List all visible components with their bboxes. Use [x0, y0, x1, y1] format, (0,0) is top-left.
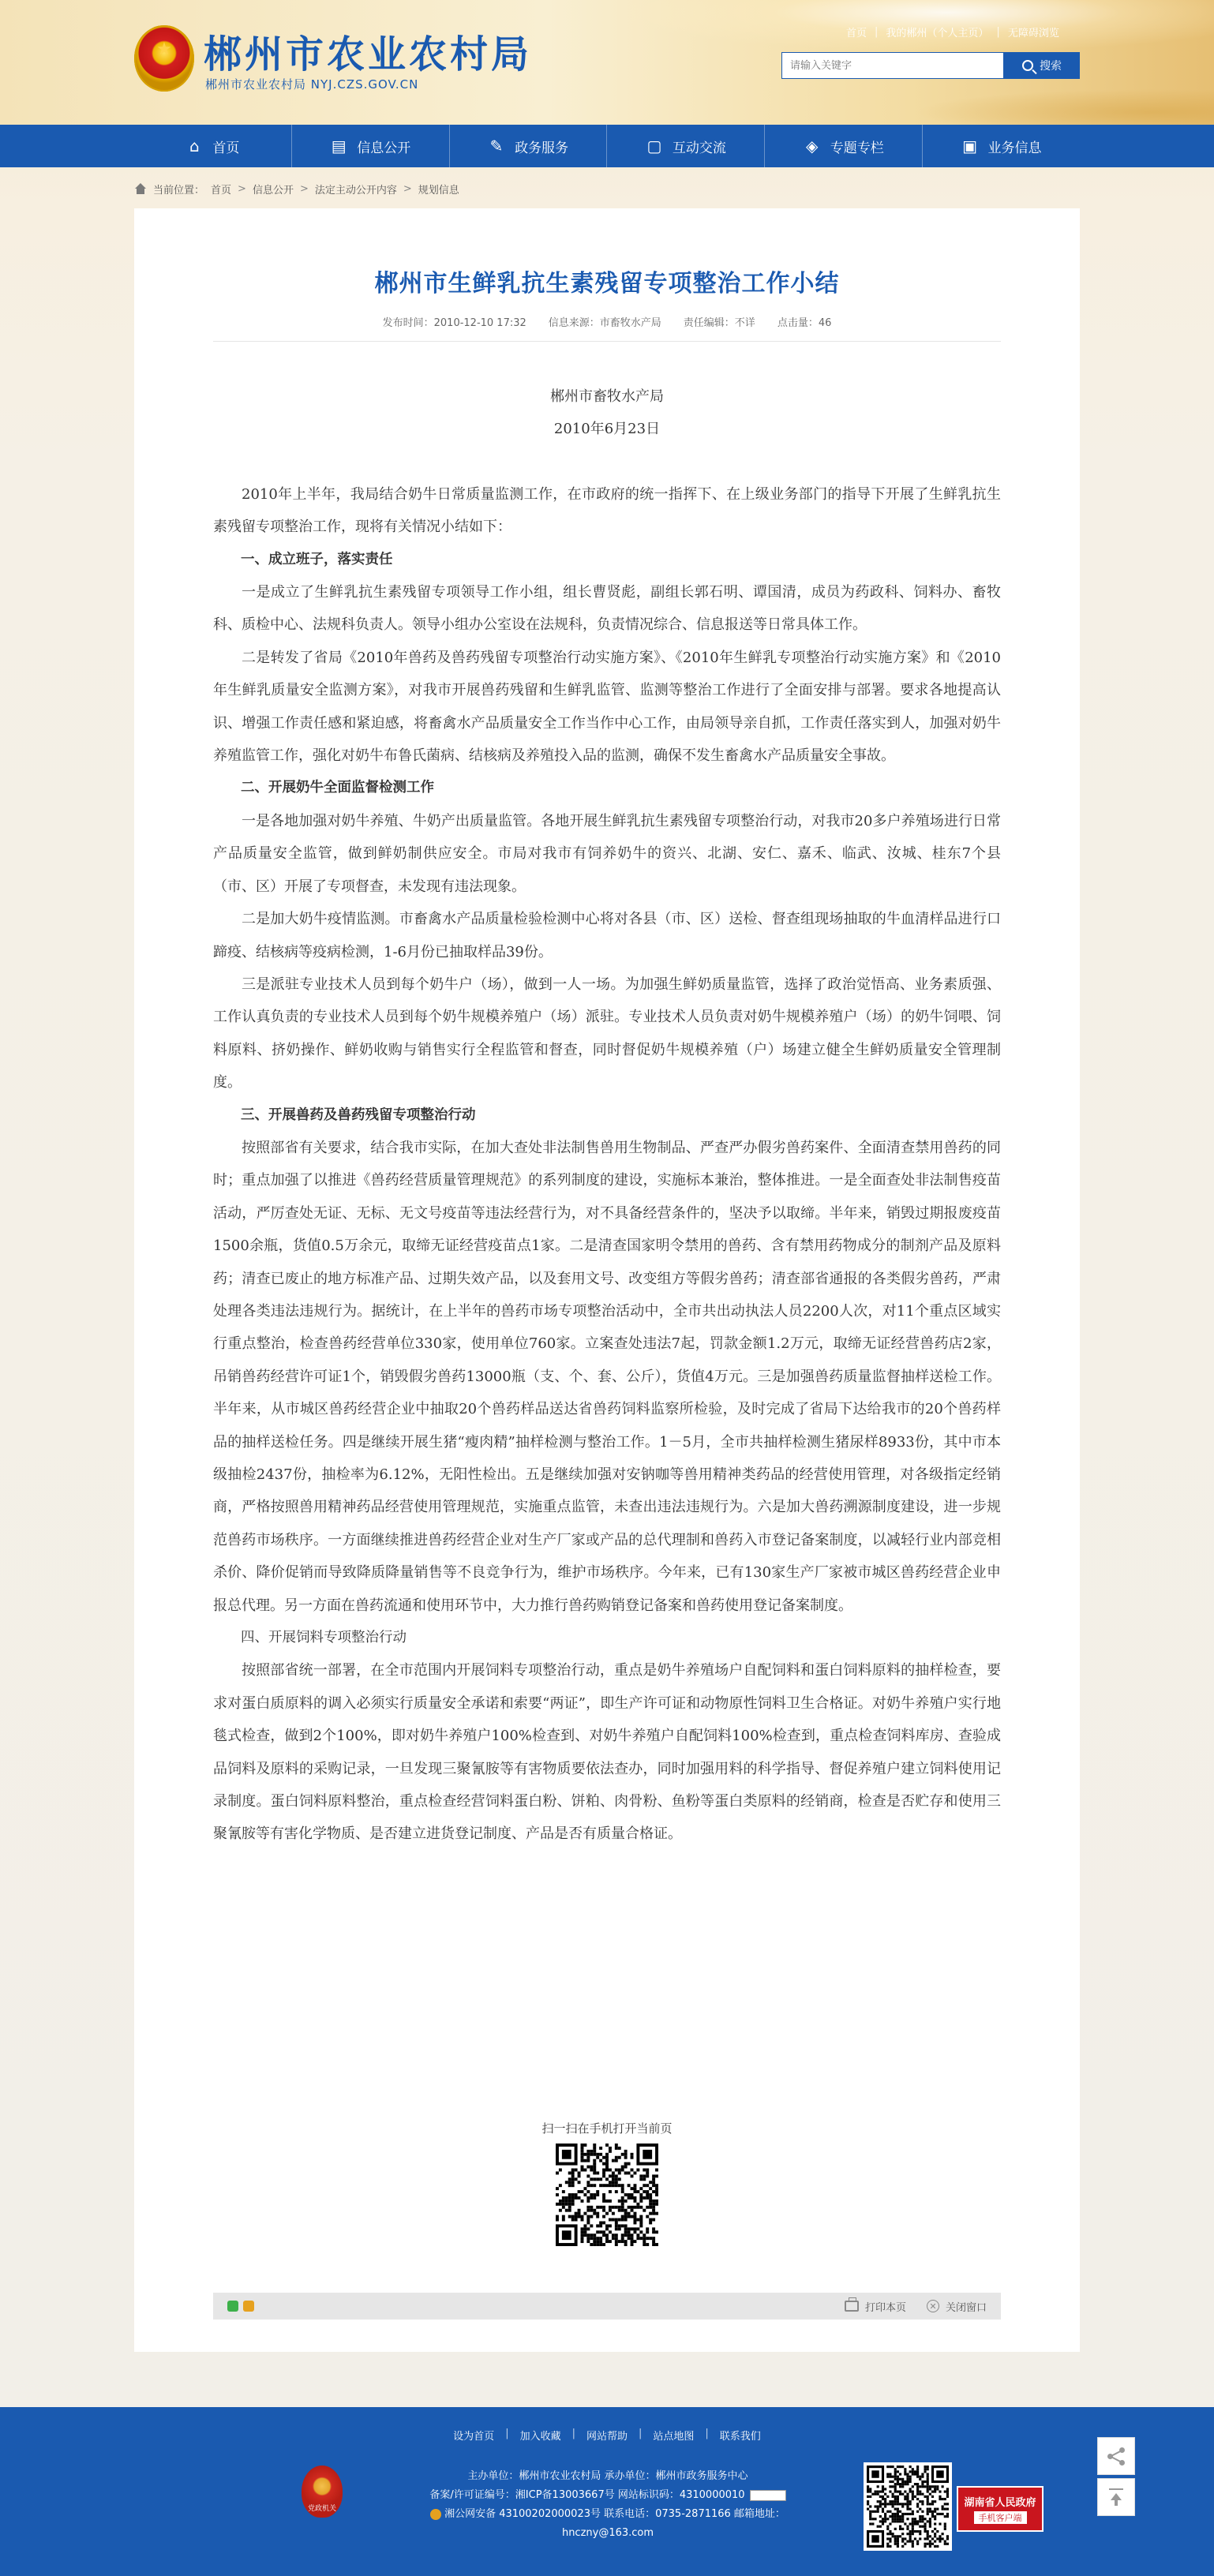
home-icon: ⌂ — [189, 137, 200, 155]
footer-link-sitemap[interactable]: 站点地图 — [653, 2431, 695, 2443]
wechat-share-icon[interactable] — [227, 2301, 238, 2312]
print-button[interactable] — [845, 2299, 906, 2314]
nav-item-label: 信息公开 — [357, 140, 411, 156]
breadcrumb-prefix: 当前位置： — [153, 184, 205, 197]
article-body — [213, 380, 1001, 1851]
breadcrumb — [134, 180, 459, 197]
separator: | — [875, 25, 879, 38]
back-to-top-icon — [1107, 2488, 1126, 2507]
site-title[interactable]: 郴州市农业农村局 — [204, 32, 533, 77]
home-icon — [134, 183, 147, 194]
badge-text: 党政机关 — [307, 2505, 336, 2513]
breadcrumb-separator: > — [403, 182, 412, 195]
article-paragraph: 二是加大奶牛疫情监测。市畜禽水产品质量检验检测中心将对各县（市、区）送检、督查组现场抽取的牛血清样品进行口蹄疫、结核病等疫病检测，1-6月份已抽取样品39份。 — [213, 911, 1001, 960]
print-label: 打印本页 — [864, 2301, 906, 2314]
top-link-my-page[interactable]: 我的郴州（个人主页） — [886, 27, 989, 39]
section-heading: 一、成立班子，落实责任 — [241, 551, 393, 567]
section-heading: 四、开展饲料专项整治行动 — [241, 1630, 407, 1646]
article-paragraph: 按照部省统一部署，在全市范围内开展饲料专项整治行动，重点是奶牛养殖场户自配饲料和蛋白饲料原料的抽样检查，要求对蛋白质原料的调入必须实行质量安全承诺和索要“两证”，即生产许可证和动物原性饲料卫生合格证。对奶牛养殖户实行地毯式检查，做到2个100%，即对奶牛养殖户100%检查到、对奶牛养殖户自配饲料100%检查到，重点检查饲料库房、查验成品饲料及原料的采购记录，一旦发现三聚氰胺等有害物质要依法查办，同时加强用料的科学指导、督促养殖户建立饲料使用记录制度。蛋白饲料原料整治，重点检查经营饲料蛋白粉、饼粕、肉骨粉、鱼粉等蛋白类原料的经销商，检查是否贮存和使用三聚氰胺等有害化学物质、是否建立进货登记制度、产品是否有质量合格证。 — [213, 1662, 1001, 1843]
breadcrumb-item-planning[interactable]: 规划信息 — [418, 184, 459, 197]
article-toolbar — [213, 2293, 1001, 2320]
footer-info — [410, 2467, 805, 2543]
breadcrumb-item-statutory[interactable]: 法定主动公开内容 — [314, 184, 397, 197]
edit-icon: ✎ — [489, 137, 504, 155]
weibo-share-icon[interactable] — [243, 2301, 254, 2312]
close-icon: ✕ — [927, 2300, 939, 2312]
article-paragraph: 2010年上半年，我局结合奶牛日常质量监测工作，在市政府的统一指挥下、在上级业务部门的指导下开展了生鲜乳抗生素残留专项整治工作，现将有关情况小结如下： — [213, 485, 1001, 536]
article-meta — [134, 314, 1080, 329]
float-share-button[interactable] — [1097, 2437, 1135, 2475]
top-link-accessibility[interactable]: 无障碍浏览 — [1007, 27, 1059, 39]
separator: | — [571, 2428, 575, 2439]
top-link-home[interactable]: 首页 — [846, 27, 867, 39]
back-to-top-button[interactable] — [1097, 2478, 1135, 2516]
national-emblem-icon: ★ — [134, 25, 194, 92]
qr-caption: 扫一扫在手机打开当前页 — [541, 2121, 673, 2136]
footer-links — [0, 2428, 1214, 2443]
footer-qr-code — [864, 2462, 952, 2551]
breadcrumb-item-info-public[interactable]: 信息公开 — [252, 184, 294, 197]
nav-item-label: 业务信息 — [987, 140, 1042, 156]
nav-item-label: 政务服务 — [515, 140, 569, 156]
nav-item-interaction[interactable] — [607, 125, 765, 167]
article-paragraph: 一是成立了生鲜乳抗生素残留专项领导工作小组，组长曹贤彪，副组长郭石明、谭国清，成员为药政科、饲料办、畜牧科、质检中心、法规科负责人。领导小组办公室设在法规科，负责情况综合、信息报送等日常具体工作。 — [213, 584, 1001, 634]
site-header — [0, 0, 1214, 125]
footer-police-line — [410, 2505, 805, 2524]
separator: | — [639, 2428, 643, 2439]
search-button-label: 搜索 — [1040, 60, 1062, 73]
title-divider — [213, 341, 1001, 342]
gov-app-subtitle: 手机客户端 — [974, 2511, 1027, 2524]
nav-item-label: 专题专栏 — [830, 140, 884, 156]
article-paragraph: 二是转发了省局《2010年兽药及兽药残留专项整治行动实施方案》、《2010年生鲜乳专项整治行动实施方案》和《2010年生鲜乳质量安全监测方案》，对我市开展兽药残留和生鲜乳监管、监测等整治工作进行了全面安排与部署。要求各地提高认识、增强工作责任感和紧迫感，将畜禽水产品质量安全工作当作中心工作，由局领导亲自抓，工作责任落实到人，加强对奶牛养殖监管工作，强化对奶牛布鲁氏菌病、结核病及养殖投入品的监测，确保不发生畜禽水产品质量安全事故。 — [213, 649, 1001, 765]
chat-icon: ▢ — [646, 137, 662, 155]
police-badge-icon — [430, 2509, 441, 2520]
top-links — [846, 24, 1059, 39]
content-panel — [134, 208, 1080, 2352]
qr-code — [554, 2142, 660, 2248]
article-org: 郴州市畜牧水产局 — [550, 388, 664, 405]
gov-app-title: 湖南省人民政府 — [964, 2497, 1036, 2509]
footer-link-contact[interactable]: 联系我们 — [719, 2431, 761, 2443]
nav-item-special-topics[interactable] — [765, 125, 923, 167]
close-label: 关闭窗口 — [945, 2301, 987, 2314]
footer-link-bookmark[interactable]: 加入收藏 — [519, 2431, 561, 2443]
folder-icon: ▣ — [962, 137, 977, 155]
article-paragraph: 三是派驻专业技术人员到每个奶牛户（场），做到一人一场。为加强生鲜奶质量监管，选择了政治觉悟高、业务素质强、工作认真负责的专业技术人员到每个奶牛规模养殖户（场）派驻。专业技术人员负责对奶牛规模养殖户（场）的奶牛饲喂、饲料原料、挤奶操作、鲜奶收购与销售实行全程监管和督查，同时督促奶牛规模养殖（户）场建立健全生鲜奶质量安全管理制度。 — [213, 975, 1001, 1091]
search-button[interactable] — [1004, 52, 1080, 79]
hit-count: 点击量：46 — [777, 317, 832, 329]
nav-item-label: 首页 — [212, 140, 240, 156]
main-nav — [0, 125, 1214, 167]
footer-police: 湘公网安备 43100202000023号 联系电话：0735-2871166 邮箱地址： — [444, 2508, 785, 2520]
breadcrumb-separator: > — [238, 182, 246, 195]
nav-item-info-public[interactable] — [292, 125, 450, 167]
breadcrumb-separator: > — [299, 182, 309, 195]
info-source: 信息来源：市畜牧水产局 — [548, 317, 661, 329]
section-heading: 三、开展兽药及兽药残留专项整治行动 — [241, 1106, 476, 1123]
nav-item-home[interactable] — [134, 125, 292, 167]
article-paragraph: 按照部省有关要求，结合我市实际，在加大查处非法制售兽用生物制品、严查严办假劣兽药案件、全面清查禁用兽药的同时；重点加强了以推进《兽药经营质量管理规范》的系列制度的建设，实施标本兼治，整体推进。一是全面查处非法制售疫苗活动，严厉查处无证、无标、无文号疫苗等违法经营行为，对不具备经营条件的，坚决予以取缔。半年来，销毁过期报废疫苗1500余瓶，货值0.5万余元，取缔无证经营疫苗点1家。二是清查国家明令禁用的兽药、含有禁用药物成分的制剂产品及原料药；清查已废止的地方标准产品、过期失效产品，以及套用文号、改变组方等假劣兽药；清查部省通报的各类假劣兽药，严肃处理各类违法违规行为。据统计，在上半年的兽药市场专项整治活动中，全市共出动执法人员2200人次，对11个重点区域实行重点整治，检查兽药经营单位330家，使用单位760家。立案查处违法7起，罚款金额1.2万元，取缔无证经营兽药店2家，吊销兽药经营许可证1个，销毁假劣兽药13000瓶（支、个、套、公斤），货值4万元。三是加强兽药质量监督抽样送检工作。半年来，从市城区兽药经营企业中抽取20个兽药样品送达省兽药饲料监察所检验，及时完成了省局下达给我市的20个兽药样品的抽样送检任务。四是继续开展生猪“瘦肉精”抽样检测与整治工作。1－5月，全市共抽样检测生猪尿样8933份，其中市本级抽检2437份，抽检率为6.12%，无阳性检出。五是继续加强对安钠咖等兽用精神类药品的经营使用管理，对各级指定经销商，严格按照兽用精神药品经营使用管理规范，实施重点监管，未查出违法违规行为。六是加大兽药溯源制度建设，进一步规范兽药市场秩序。一方面继续推进兽药经营企业对生产厂家或产品的总代理制和兽药入市登记备案制度，以减轻行业内部竞相杀价、降价促销而导致降质降量销售等不良竞争行为，维护市场秩序。今年来，已有130家生产厂家被市城区兽药经营企业申报总代理。另一方面在兽药流通和使用环节中，大力推行兽药购销登记备案和兽药使用登记备案制度。 — [213, 1139, 1001, 1614]
spacer — [213, 446, 1001, 478]
site-subtitle: 郴州市农业农村局 NYJ.CZS.GOV.CN — [205, 77, 419, 92]
article-date: 2010年6月23日 — [553, 421, 661, 438]
search-input[interactable] — [782, 53, 1003, 78]
footer-sponsor: 主办单位：郴州市农业农村局 承办单位：郴州市政务服务中心 — [467, 2470, 748, 2482]
search-box — [781, 52, 1004, 79]
section-heading: 二、开展奶牛全面监督检测工作 — [241, 780, 434, 796]
share-icon — [1107, 2447, 1126, 2466]
close-window-button[interactable] — [927, 2299, 987, 2314]
footer-link-help[interactable]: 网站帮助 — [586, 2431, 628, 2443]
search-icon — [1022, 60, 1033, 71]
nav-item-gov-service[interactable] — [450, 125, 608, 167]
party-gov-badge-icon[interactable] — [302, 2466, 343, 2518]
site-footer — [0, 2407, 1214, 2576]
nav-item-business-info[interactable] — [923, 125, 1080, 167]
breadcrumb-item-home[interactable]: 首页 — [211, 184, 232, 197]
article-title: 郴州市生鲜乳抗生素残留专项整治工作小结 — [374, 270, 840, 298]
footer-icp-line — [410, 2486, 805, 2505]
footer-email[interactable]: hnczny@163.com — [561, 2527, 654, 2539]
responsible-editor: 责任编辑：不详 — [683, 317, 755, 329]
footer-icp: 备案/许可证编号：湘ICP备13003667号 网站标识码：4310000010 — [429, 2489, 745, 2501]
separator: | — [996, 25, 1000, 38]
layers-icon: ◈ — [806, 137, 819, 155]
separator: | — [505, 2428, 509, 2439]
article-paragraph: 一是各地加强对奶牛养殖、牛奶产出质量监管。各地开展生鲜乳抗生素残留专项整治行动，对我市20多户养殖场进行日常产品质量安全监管，做到鲜奶制供应安全。市局对我市有饲养奶牛的资兴、北湖、安仁、嘉禾、临武、汝城、桂东7个县（市、区）开展了专项督查，未发现有违法现象。 — [213, 812, 1001, 895]
gov-app-badge[interactable] — [957, 2486, 1044, 2532]
separator: | — [705, 2428, 709, 2439]
footer-link-set-homepage[interactable]: 设为首页 — [453, 2431, 495, 2443]
publish-time: 发布时间：2010-12-10 17:32 — [382, 317, 526, 329]
gov-error-icon[interactable] — [750, 2490, 786, 2501]
printer-icon — [845, 2301, 859, 2312]
nav-item-label: 互动交流 — [672, 140, 726, 156]
document-icon: ▤ — [331, 137, 347, 155]
